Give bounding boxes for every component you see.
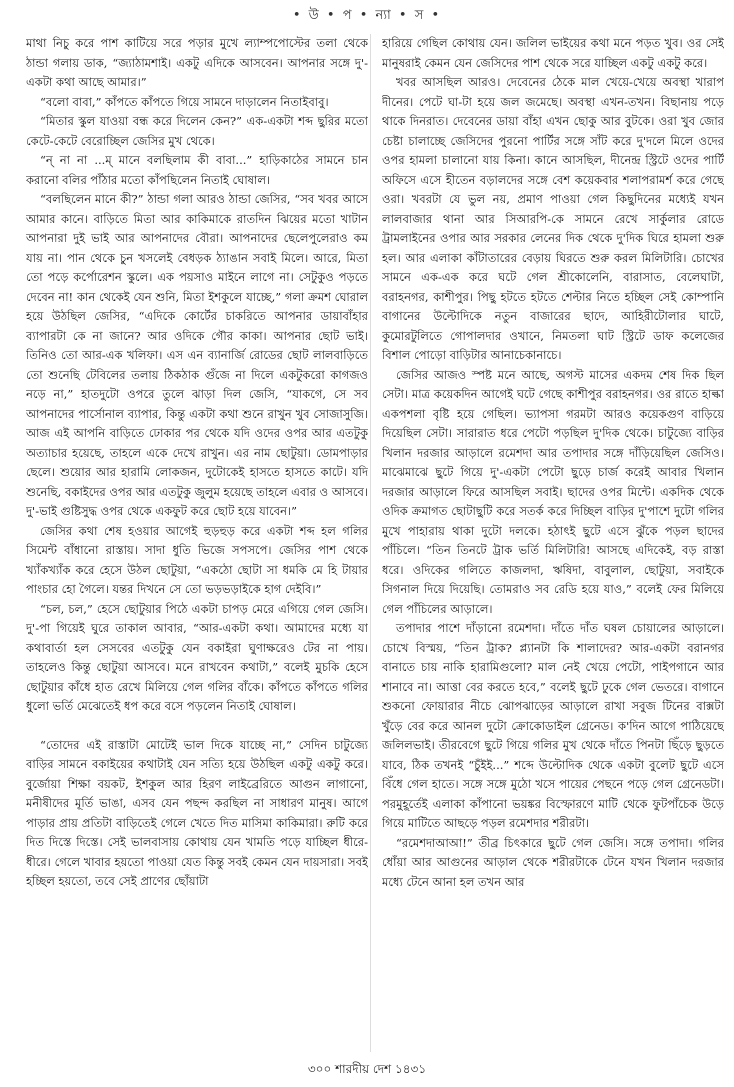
paragraph: জেসির কথা শেষ হওয়ার আগেই হুড়হুড় করে একটা শব্দ হল গলির সিমেন্ট বাঁধানো রাস্তায়। সাদা ধুতি ভিজে সপসপে। জেসির পাশ থেকে খ্যাঁকখ্যাঁক করে হেসে উঠল ছোটুয়া, “একঠো ছোটা সা ধমকি মে হি টায়ার পাংচার হো গৈলে। যন্তর দিখনে সে তো ভড়ভড়াইকে হাগ দেইবি।”	[26, 523, 368, 596]
left-column	[26, 34, 368, 1052]
page-header: • উ • প • ন্যা • স •	[292, 8, 442, 23]
paragraph: “মিতার স্কুল যাওয়া বন্ধ করে দিলেন কেন?” এক-একটা শব্দ ছুরির মতো কেটে-কেটে বেরোচ্ছিল জেসির মুখ থেকে।	[26, 114, 368, 148]
paragraph: মাথা নিচু করে পাশ কাটিয়ে সরে পড়ার মুখে ল্যাম্পপোস্টের তলা থেকে ঠান্ডা গলায় ডাক, “জ্যাঠামশাই। একটু এদিকে আসবেন। আপনার সঙ্গে দু'-একটা কথা আছে আমার।”	[26, 36, 368, 89]
column-divider	[370, 34, 371, 1052]
paragraph: জেসির আজও স্পষ্ট মনে আছে, অগস্ট মাসের একদম শেষ দিক ছিল সেটা। মাত্র কয়েকদিন আগেই ঘটে গেছে কাশীপুর বরাহনগর। ওর রাতে হাল্কা একপশলা বৃষ্টি হয়ে গেছিল। ভ্যাপসা গরমটা আরও কয়েকগুণ বাড়িয়ে দিয়েছিল সেটা। সারারাত ধরে পেটো পড়ছিল দু'দিক থেকে। চাটুজ্যে বাড়ির খিলান দরজার আড়ালে রমেশদা আর তপাদার সঙ্গে দাঁড়িয়েছিল জেসিও। মাঝেমাঝে ছুটে গিয়ে দু'-একটা পেটো ছুড়ে চার্জ করেই আবার খিলান দরজার আড়ালে ফিরে আসছিল সবাই। ছাদের ওপর মিন্টে। একদিক থেকে ওদিক ক্রমাগত ছোটাছুটি করে সতর্ক করে দিচ্ছিল বাড়ির দু'পাশে দুটো গলির মুখে পাহারায় থাকা দুটো দলকে। হঠাৎই ছুটে এসে ঝুঁকে পড়ল ছাদের পাঁচিলে। “তিন তিনটে ট্রাক ভর্তি মিলিটারি! আসছে এদিকেই, বড় রাস্তা ধরে। ওদিকের গলিতে কাজলদা, ঋষিদা, বাবুলাল, ছোটুয়া, সবাইকে সিগনাল দিয়ে দিয়েছি। তোমরাও সব রেডি হয়ে যাও,” বলেই ফের মিলিয়ে গেল পাঁচিলের আড়ালে।	[382, 367, 724, 616]
paragraph: তপাদার পাশে দাঁড়ানো রমেশদা। দাঁতে দাঁত ঘষল চোয়ালের আড়ালে। চোখে বিস্ময়, “তিন ট্রাক? প্ল্যানটা কি শালাদের? আর-একটা বরানগর বানাতে চায় নাকি হারামিগুলো? মাল নেই খেয়ে পেটো, পাইপগানে আর শানাবে না। আত্তা বের করতে হবে,” বলেই ছুটে ঢুকে গেল ভেতরে। বাগানে শুকনো ফোয়ারার নীচে ঝোপঝাড়ের আড়ালে রাখা সবুজ টিনের বাক্সটা খুঁড়ে বের করে আনল দুটো ক্রোকোডাইল গ্রেনেড। ক'দিন আগে পাঠিয়েছে জলিলভাই। তীরবেগে ছুটে গিয়ে গলির মুখ থেকে দাঁতে পিনটা ছিঁড়ে ছুড়তে যাবে, ঠিক তখনই “চুঁইই...” শব্দে উল্টোদিক থেকে একটা বুলেট ছুটে এসে বিঁধে গেল হাতে। সঙ্গে সঙ্গে মুঠো খসে পায়ের পেছনে পড়ে গেল গ্রেনেডটা। পরমুহূর্তেই এলাকা কাঁপানো ভয়ঙ্কর বিস্ফোরণে মাটি থেকে ফুটপাঁচেক উড়ে গিয়ে মাটিতে আছড়ে পড়ল রমেশদার শরীরটা।	[382, 621, 724, 830]
paragraph: “চল, চল,” হেসে ছোটুয়ার পিঠে একটা চাপড় মেরে এগিয়ে গেল জেসি। দু'-পা গিয়েই ঘুরে তাকাল আবার, “আর-একটা কথা। আমাদের মধ্যে যা কথাবার্তা হল সেসবের এতটুকু যেন বকাইরা ঘুণাক্ষরেও টের না পায়। তাহলেও কিন্তু ছোটুয়া আসবে। মনে রাখবেন কথাটা,” বলেই মুচকি হেসে ছোটুয়ার কাঁধে হাত রেখে মিলিয়ে গেল গলির বাঁকে। কাঁপতে কাঁপতে গলির ধুলো ভর্তি মেঝেতেই ধপ করে বসে পড়লেন নিতাই ঘোষাল।	[26, 601, 368, 713]
right-column	[382, 34, 724, 1052]
paragraph: “ন্ না না ...ম্ মানে বলছিলাম কী বাবা...” হাড়িকাঠের সামনে চান করানো বলির পাঁঠার মতো কাঁপছিলেন নিতাই ঘোষাল।	[26, 153, 368, 187]
paragraph: হারিয়ে গেছিল কোথায় যেন। জলিল ভাইয়ের কথা মনে পড়ত খুব। ওর সেই মানুষরাই কেমন যেন জেসিদের পাশ থেকে সরে যাচ্ছিল একটু একটু করে।	[382, 36, 724, 70]
paragraph: “তোদের এই রাস্তাটা মোটেই ভাল দিকে যাচ্ছে না,” সেদিন চাটুজ্যে বাড়ির সামনে বকাইয়ের কথাটাই যেন সত্যি হয়ে উঠছিল একটু একটু করে। বুর্জোয়া শিক্ষা বয়কট, ইশকুল আর হিরণ লাইব্রেরিতে আগুন লাগানো, মনীষীদের মূর্তি ভাঙা, এসব যেন পছন্দ করছিল না সাধারণ মানুষ। আগে পাড়ার প্রায় প্রতিটা বাড়িতেই গেলে খেতে দিত মাসিমা কাকিমারা। রুটি করে দিত দিস্তে দিস্তে। সেই ভালবাসায় কোথায় যেন খামতি পড়ে যাচ্ছিল ধীরে-ধীরে। গেলে খাবার হয়তো পাওয়া যেত কিন্তু সবই কেমন যেন দায়সারা। সবই হচ্ছিল হয়তো, তবে সেই প্রাণের ছোঁয়াটা	[26, 737, 368, 888]
paragraph: “বলছিলেন মানে কী?” ঠান্ডা গলা আরও ঠান্ডা জেসির, “সব খবর আসে আমার কানে। বাড়িতে মিতা আর কাকিমাকে রাতদিন ঝিয়ের মতো খাটান আপনারা দুই ভাই আর আপনাদের বৌরা। আপনাদের ছেলেপুলেরাও কম যায় না। পান থেকে চুন খসলেই বেধড়ক ঠ্যাঙান সবাই মিলে। আরে, মিতা তো পড়ে কর্পোরেশন স্কুলে। এক পয়সাও মাইনে লাগে না। সেটুকুও পড়তে দেবেন না! কান থেকেই যেন শুনি, মিতা ইশকুলে যাচ্ছে,” গলা ক্রমশ ঘোরাল হয়ে উঠছিল জেসির, “এদিকে কোর্টের চাকরিতে আপনার ডায়াবাঁহার ব্যাপারটা কে না জানে? আর ওদিকে গৌর কাকা। আপনার ছোট ভাই। তিনিও তো আর-এক খলিফা। এস এন ব্যানার্জি রোডের ছোট লালবাড়িতে তো শুনেছি টেবিলের তলায় ঠিকঠাক গুঁজে না দিলে একটুকরো কাগজও নড়ে না,” হাতদুটো ওপরে তুলে ঝাড়া দিল জেসি, “যাকগে, সে সব আপনাদের পার্সোনাল ব্যাপার, কিন্তু একটা কথা শুনে রাখুন খুব সোজাসুজি। আজ এই আপনি বাড়িতে ঢোকার পর থেকে যদি ওদের ওপর আর এতটুকু অত্যাচার হয়েছে, তাহলে একে দেখে রাখুন। এর নাম ছোটুয়া। ডোমপাড়ার ছেলে। শুয়োর আর হারামি লোকজন, দুটোকেই হাসতে হাসতে কাটে। যদি শুনেছি, বকাইদের ওপর আর এতটুকু জুলুম হয়েছে তাহলে এবার ও আসবে। দু'-ভাই গুষ্টিসুদ্ধ ওপর থেকে একফুট করে ছোট হয়ে যাবেন।”	[26, 192, 368, 518]
paragraph: খবর আসছিল আরও। দেবেনের ঠেকে মাল খেয়ে-খেয়ে অবস্থা খারাপ দীনের। পেটে ঘা-টা হয়ে জল জমেছে। অবস্থা এখন-তখন। বিছানায় পড়ে থাকে দিনরাত। দেবেনের ডায়া বাঁহা এখন ছোকু আর বুটকে। ওরা খুব জোর চেষ্টা চালাচ্ছে জেসিদের পুরনো পার্টির সঙ্গে সাঁট করে দু'দলে মিলে ওদের ওপর হামলা চালানো যায় কিনা। কানে আসছিল, দীনেন্দ্র স্ট্রিটে ওদের পার্টি অফিসে এসে হীতেন বড়ালদের সঙ্গে বেশ কয়েকবার শলাপরামর্শ করে গেছে ওরা। খবরটা যে ভুল নয়, প্রমাণ পাওয়া গেল কিছুদিনের মধ্যেই যখন লালবাজার থানা আর সিআরপি-কে সামনে রেখে সার্কুলার রোডে ট্রামলাইনের ওপার আর সরকার লেনের দিক থেকে দু'দিক ঘিরে হামলা শুরু হল। আর এলাকা কাঁটাতারের বেড়ায় ঘিরতে শুরু করল মিলিটারি। চোখের সামনে এক-এক করে ঘটে গেল শ্রীকোলেনি, বারাসাত, বেলেঘাটা, বরাহনগর, কাশীপুর। পিছু হটতে হটতে শেল্টার নিতে হচ্ছিল সেই কোম্পানি বাগানের উল্টোদিকে নতুন বাজারের ছাদে, আহিরীটোলার ঘাটে, কুমোরটুলিতে গোপালদার ওখানে, নিমতলা ঘাট স্ট্রিটে ডাফ কলেজের বিশাল পোড়ো বাড়িটার আনাচেকানাচে।	[382, 75, 724, 362]
page-footer: ৩০০ শারদীয় দেশ ১৪৩১	[307, 1062, 427, 1076]
paragraph: “রমেশদাআআ!” তীব্র চিৎকারে ছুটে গেল জেসি। সঙ্গে তপাদা। গলির ধোঁয়া আর আগুনের আড়াল থেকে শরীরটাকে টেনে যখন খিলান দরজার মধ্যে টেনে আনা হল তখন আর	[382, 835, 724, 889]
paragraph: “বলো বাবা,” কাঁপতে কাঁপতে গিয়ে সামনে দাড়ালেন নিতাইবাবু।	[40, 94, 329, 109]
